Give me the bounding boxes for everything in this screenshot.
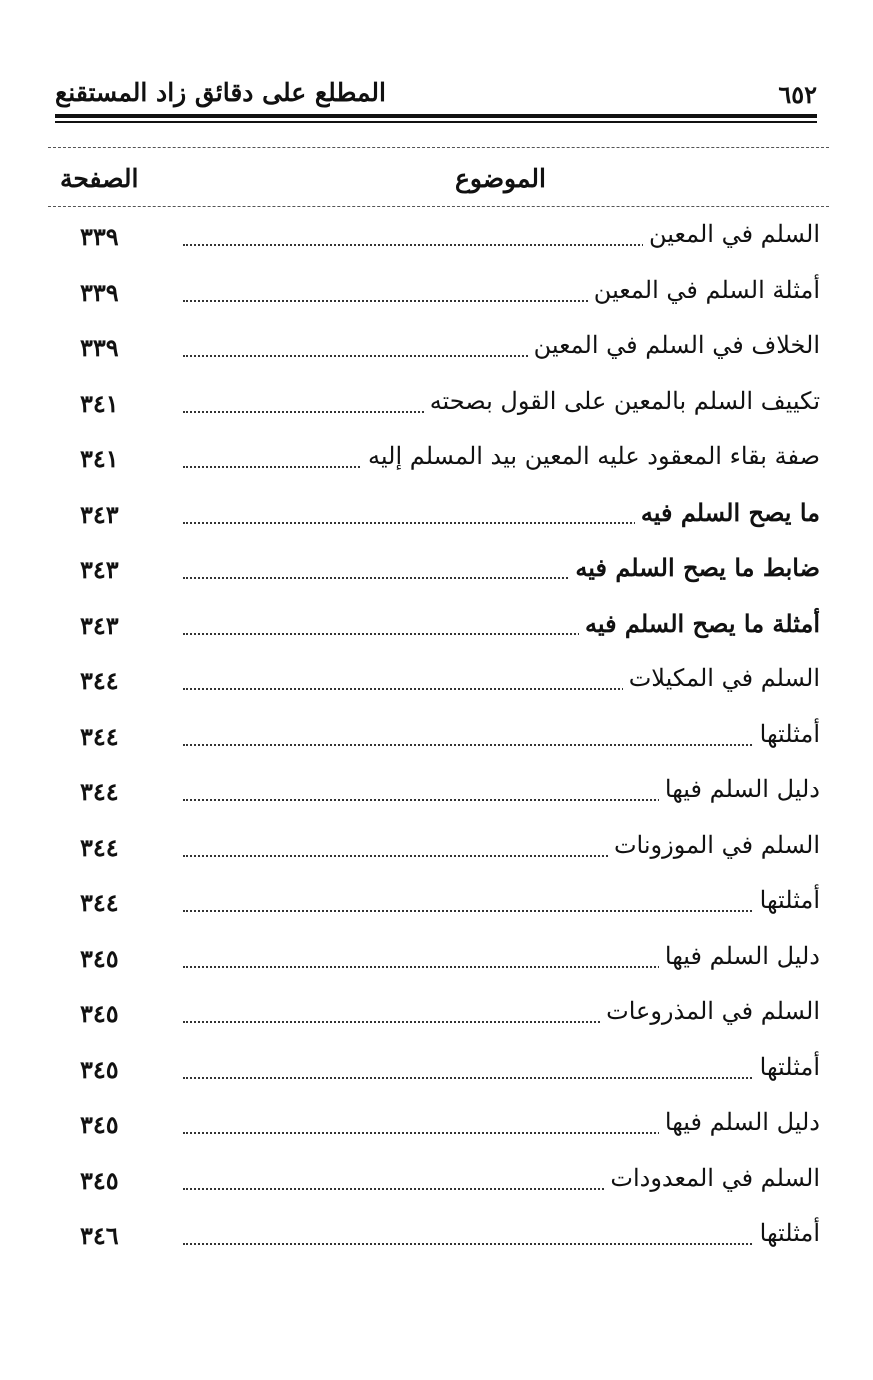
- toc-entry: [48, 708, 820, 764]
- entry-title: السلم في الموزونات: [608, 831, 820, 859]
- entry-page-number: ٣٤١: [80, 388, 119, 418]
- dot-leader: [183, 1243, 820, 1245]
- column-header-page: الصفحة: [60, 164, 139, 193]
- toc-entry: [48, 375, 820, 431]
- toc-entry: [48, 486, 820, 542]
- toc-entry: [48, 208, 820, 264]
- entry-title: دليل السلم فيها: [659, 942, 820, 970]
- entry-title: السلم في المكيلات: [623, 664, 820, 692]
- toc-entry: [48, 874, 820, 930]
- entry-title: ضابط ما يصح السلم فيه: [569, 553, 820, 582]
- entry-title: أمثلتها: [754, 1219, 820, 1247]
- entry-page-number: ٣٤٤: [80, 721, 119, 751]
- entry-title: أمثلتها: [754, 886, 820, 914]
- toc-entry: [48, 1152, 820, 1208]
- header-rule-thin: [55, 121, 817, 123]
- entry-title: صفة بقاء المعقود عليه المعين بيد المسلم إليه: [362, 442, 820, 470]
- toc-entry: [48, 264, 820, 320]
- entry-page-number: ٣٤٤: [80, 832, 119, 862]
- entry-title: تكييف السلم بالمعين على القول بصحته: [424, 387, 820, 415]
- entry-page-number: ٣٤٤: [80, 777, 119, 806]
- entry-page-number: ٣٤٥: [80, 1165, 119, 1195]
- toc-entry: [48, 597, 820, 653]
- entry-page-number: ٣٤٤: [80, 888, 119, 917]
- entry-title: أمثلتها: [754, 1053, 820, 1081]
- toc-entry: [48, 430, 820, 486]
- dot-leader: [183, 744, 820, 746]
- entry-title: السلم في المعدودات: [604, 1164, 820, 1192]
- entry-page-number: ٣٤٥: [80, 1054, 119, 1084]
- page-number: ٦٥٢: [778, 80, 817, 109]
- entry-title: الخلاف في السلم في المعين: [528, 331, 820, 359]
- toc-entry: [48, 652, 820, 708]
- entry-page-number: ٣٤٣: [80, 610, 119, 640]
- entry-title: السلم في المعين: [643, 220, 820, 248]
- toc-entry: [48, 541, 820, 597]
- toc-entry: [48, 763, 820, 819]
- toc-entry: [48, 319, 820, 375]
- entry-title: أمثلة السلم في المعين: [588, 276, 820, 304]
- entry-page-number: ٣٣٩: [80, 222, 119, 251]
- entry-page-number: ٣٤٤: [80, 666, 119, 695]
- entry-title: ما يصح السلم فيه: [635, 498, 820, 527]
- toc-entry: [48, 1041, 820, 1097]
- entry-title: أمثلة ما يصح السلم فيه: [579, 609, 820, 638]
- toc-entry: [48, 1207, 820, 1263]
- table-of-contents: [48, 208, 820, 1263]
- entry-title: دليل السلم فيها: [659, 1108, 820, 1136]
- entry-page-number: ٣٤٥: [80, 943, 119, 973]
- entry-title: أمثلتها: [754, 720, 820, 748]
- entry-page-number: ٣٣٩: [80, 277, 119, 307]
- dot-leader: [183, 1077, 820, 1079]
- entry-page-number: ٣٤٣: [80, 555, 119, 584]
- toc-entry: [48, 819, 820, 875]
- dot-leader: [183, 910, 820, 912]
- header-rule-thick: [55, 114, 817, 118]
- toc-entry: [48, 930, 820, 986]
- entry-page-number: ٣٤٥: [80, 1110, 119, 1139]
- table-header-divider: [48, 206, 829, 207]
- book-title: المطلع على دقائق زاد المستقنع: [55, 78, 386, 107]
- toc-entry: [48, 985, 820, 1041]
- running-header: [55, 78, 817, 110]
- entry-page-number: ٣٣٩: [80, 333, 119, 362]
- entry-title: دليل السلم فيها: [659, 775, 820, 803]
- entry-page-number: ٣٤٦: [80, 1221, 119, 1250]
- column-header-subject: الموضوع: [455, 164, 546, 193]
- entry-page-number: ٣٤١: [80, 444, 119, 473]
- entry-page-number: ٣٤٥: [80, 999, 119, 1028]
- toc-entry: [48, 1096, 820, 1152]
- table-top-divider: [48, 147, 829, 148]
- entry-page-number: ٣٤٣: [80, 499, 119, 529]
- entry-title: السلم في المذروعات: [600, 997, 820, 1025]
